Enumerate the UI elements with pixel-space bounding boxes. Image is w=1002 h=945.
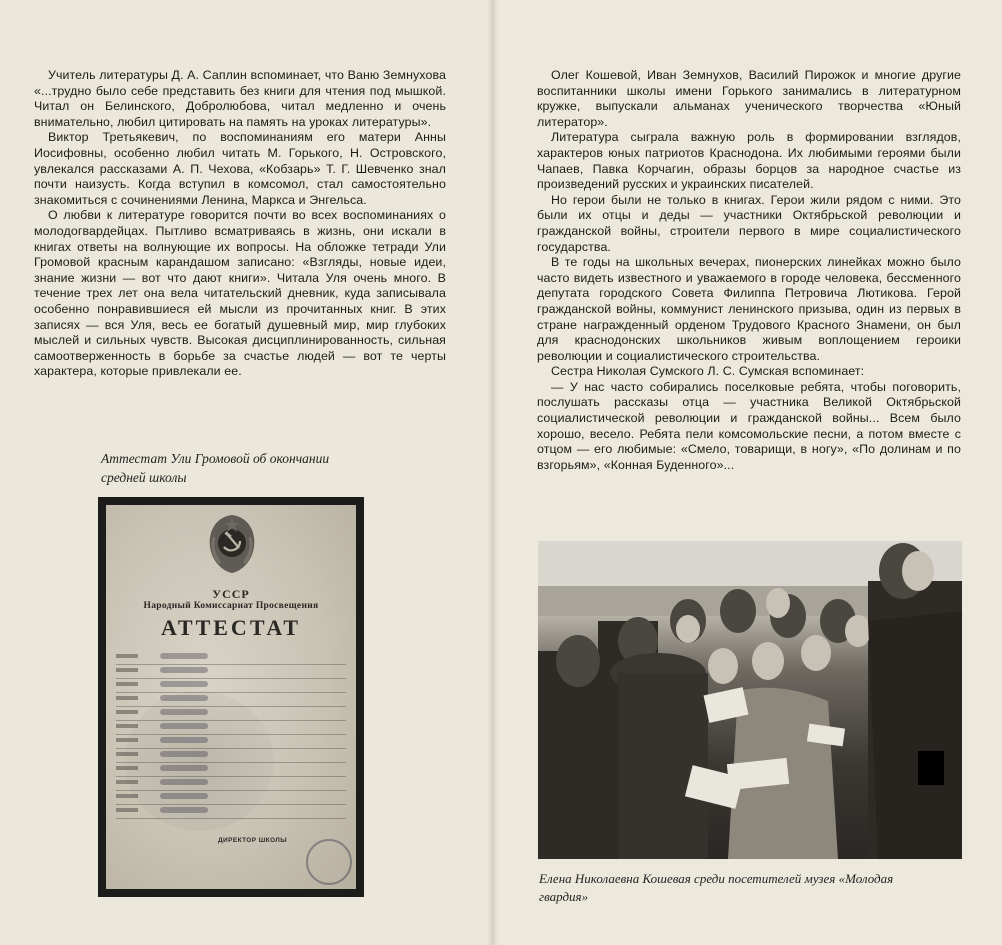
certificate-grade-rows bbox=[116, 655, 346, 823]
certificate-republic: УССР bbox=[212, 587, 250, 601]
left-paragraph-1: Учитель литературы Д. А. Саплин вспоминает, что Ваню Земнухова «...трудно было себе представить без книги для чтения под мышкой. Читал он Белинского, Добролюбова, читал медленно и очень внимательно, любил цитировать на память на уроках литературы». bbox=[34, 68, 446, 129]
certificate-row bbox=[116, 711, 346, 721]
soviet-emblem-icon bbox=[204, 511, 260, 575]
certificate-row bbox=[116, 795, 346, 805]
certificate-stamp bbox=[306, 839, 352, 885]
left-paragraph-2: Виктор Третьякевич, по воспоминаниям его матери Анны Иосифовны, особенно любил читать М. Горького, Н. Островского, увлекался рассказами А. П. Чехова, «Кобзарь» Т. Г. Шевченко знал почти наизусть. Когда вступил в комсомол, стал самостоятельно знакомиться с сочинениями Ленина, Маркса и Энгельса. bbox=[34, 130, 446, 207]
certificate-row bbox=[116, 809, 346, 819]
book-gutter bbox=[487, 0, 499, 945]
left-paragraph-3: О любви к литературе говорится почти во всех воспоминаниях о молодогвардейцах. Пытливо всматриваясь в жизнь, они искали в книгах ответы на волнующие их вопросы. На обложке тетради Ули Громовой красным карандашом записано: «Взгляды, новые идеи, знание жизни — вот что дают книги». Читала Уля очень много. В течение трех лет она вела читательский дневник, куда записывала особенно понравившиеся ей мысли из прочитанных книг. В этих записях — вся Уля, весь ее богатый душевный мир, мир глубоких мыслей и сильных чувств. Высокая дисциплинированность, сильная самоотверженность в борьбе за счастье людей — вот те черты характера, которые привлекали ее. bbox=[34, 208, 446, 379]
right-paragraph-6: — У нас часто собирались поселковые ребята, чтобы поговорить, послушать рассказы отца — участника Великой Октябрьской социалистической революции и гражданской войны... Всем было хорошо, весело. Ребята пели комсомольские песни, а потом вместе с отцом — его любимые: «Смело, товарищи, в ногу», «По долинам и по взгорьям», «Конная Буденного»... bbox=[537, 379, 961, 472]
right-paragraph-5: Сестра Николая Сумского Л. С. Сумская вспоминает: bbox=[551, 364, 865, 379]
certificate-row bbox=[116, 697, 346, 707]
right-paragraph-3: Но герои были не только в книгах. Герои жили рядом с ними. Это были их отцы и деды — участники Октябрьской революции и гражданской войны, строители первого в мире социалистического государства. bbox=[537, 192, 961, 254]
certificate-title: АТТЕСТАТ bbox=[160, 615, 302, 640]
certificate-row bbox=[116, 655, 346, 665]
certificate-director-label: ДИРЕКТОР ШКОЛЫ bbox=[218, 837, 288, 844]
certificate-row bbox=[116, 725, 346, 735]
right-paragraph-2: Литература сыграла важную роль в формировании взглядов, характеров юных патриотов Краснодона. Их любимыми героями были Чапаев, Павка Корчагин, образы борцов за народное счастье из произведений русских и украинских писателей. bbox=[537, 130, 961, 192]
certificate-row bbox=[116, 739, 346, 749]
museum-visitors-photo bbox=[538, 541, 962, 859]
certificate-commissariat: Народный Комиссариат Просвещения bbox=[143, 601, 319, 611]
crowd-illustration bbox=[538, 541, 962, 859]
certificate-row bbox=[116, 753, 346, 763]
certificate-image bbox=[98, 497, 364, 897]
certificate-row bbox=[116, 767, 346, 777]
left-page-text bbox=[34, 68, 446, 380]
certificate-row bbox=[116, 781, 346, 791]
right-paragraph-1: Олег Кошевой, Иван Земнухов, Василий Пирожок и многие другие воспитанники школы имени Горького занимались в литературном кружке, выпускали альманах ученического творчества «Юный литератор». bbox=[537, 68, 961, 129]
certificate-row bbox=[116, 683, 346, 693]
photo-caption: Елена Николаевна Кошевая среди посетителей музея «Молодая гвардия» bbox=[539, 871, 894, 904]
certificate-paper bbox=[106, 505, 356, 889]
certificate-caption: Аттестат Ули Громовой об окончании средней школы bbox=[101, 451, 330, 485]
right-paragraph-4: В те годы на школьных вечерах, пионерских линейках можно было часто видеть известного и уважаемого в городе человека, бессменного депутата городского Совета Филиппа Петровича Лютикова. Герой гражданской войны, коммунист ленинского призыва, один из первых в стране награжденный орденом Трудового Красного Знамени, он был для краснодонских школьников живым воплощением героики революции и социалистического строительства. bbox=[537, 255, 961, 363]
certificate-row bbox=[116, 669, 346, 679]
right-page-text bbox=[537, 68, 961, 473]
